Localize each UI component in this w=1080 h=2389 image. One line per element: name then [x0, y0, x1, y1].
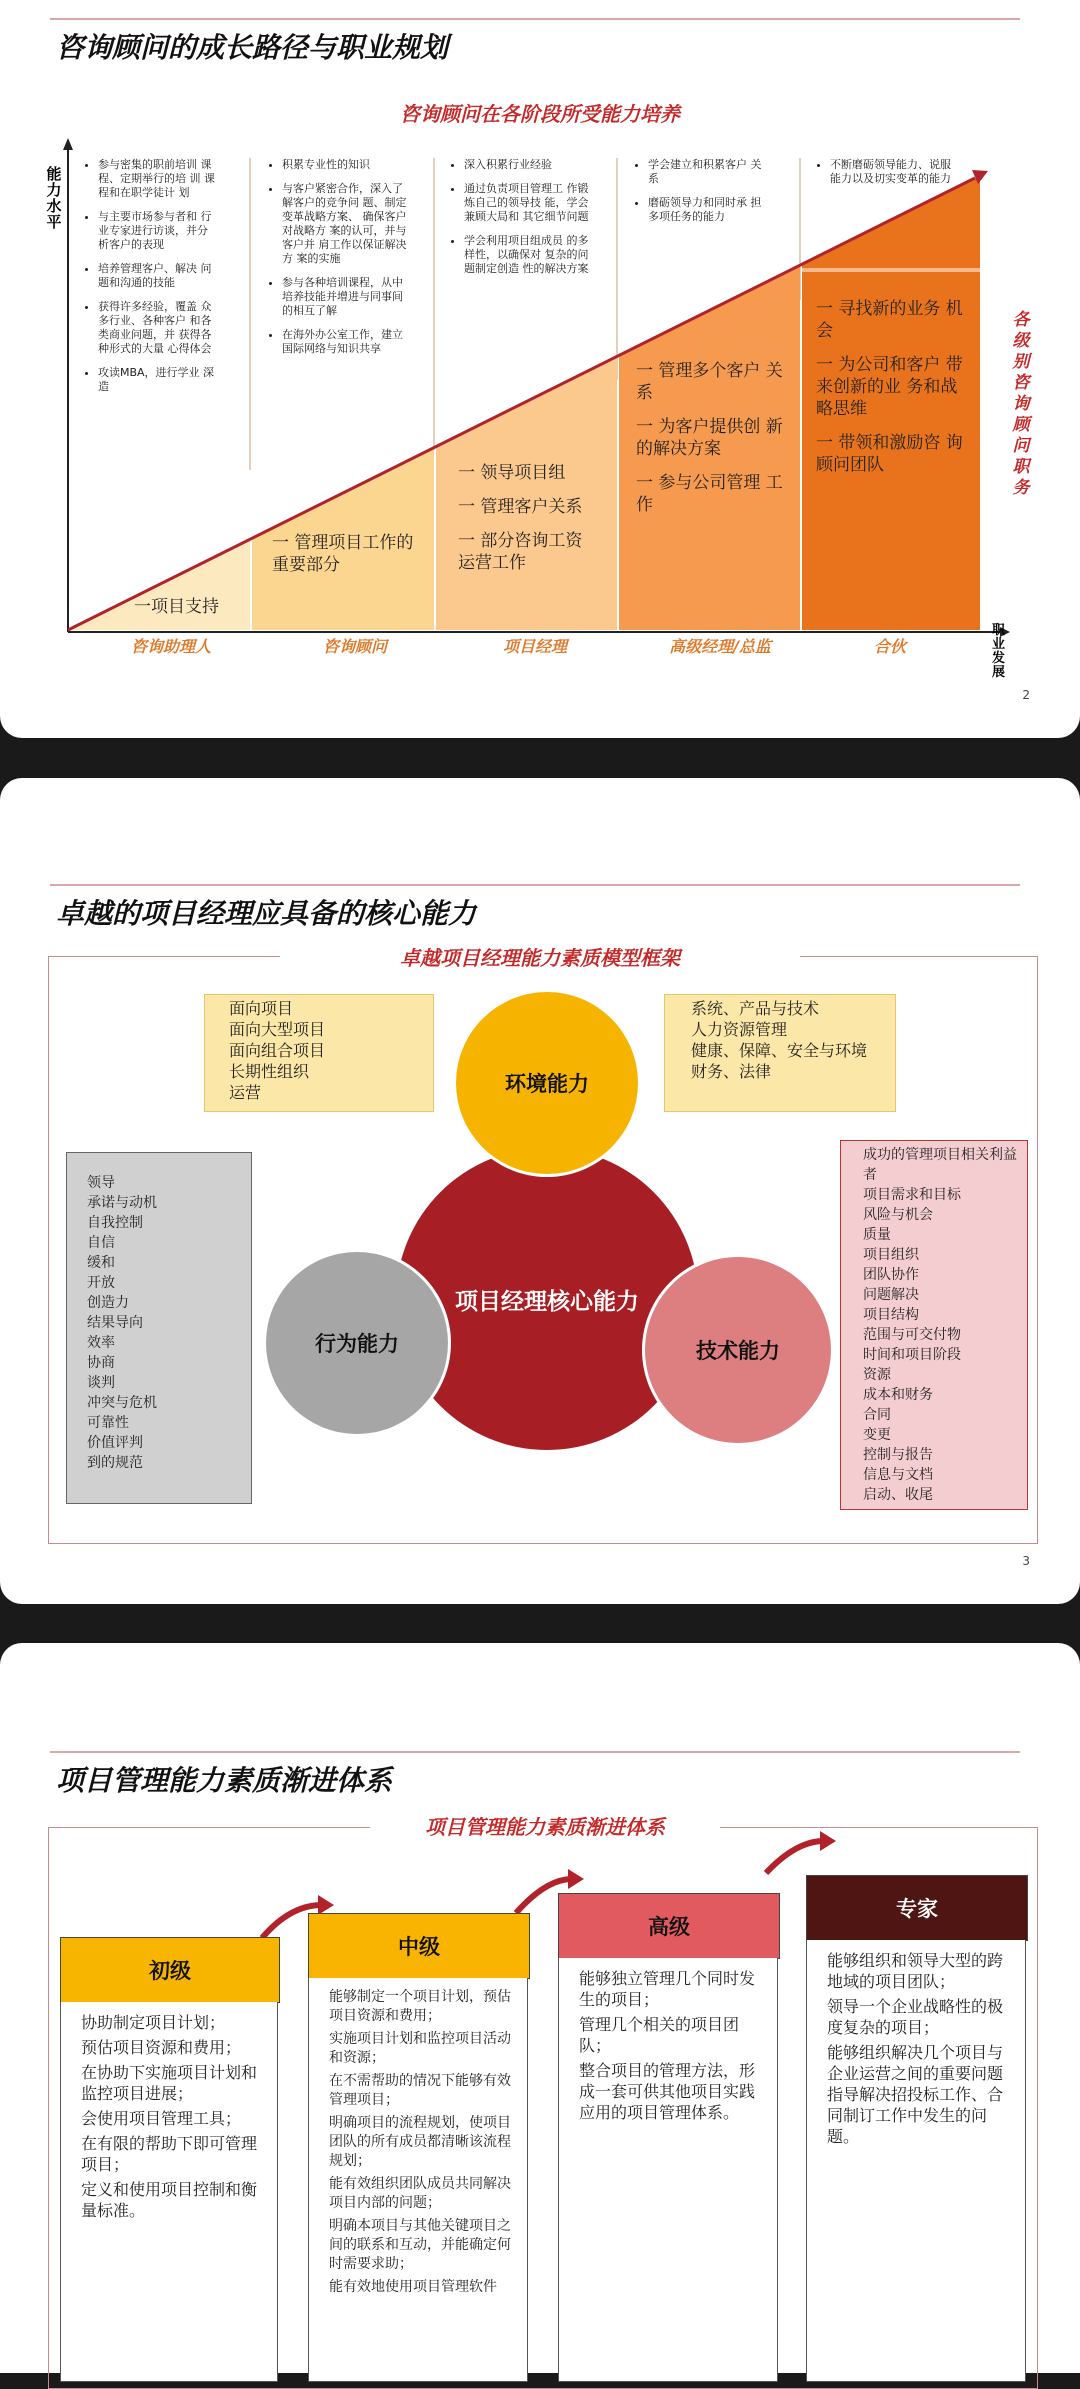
- level-junior-head: 初级: [60, 1937, 280, 2003]
- stair-item: 一 寻找新的业务 机会: [816, 299, 963, 341]
- stair-item: 一 部分咨询工资 运营工作: [458, 531, 583, 573]
- level-senior-head: 高级: [558, 1893, 780, 1959]
- behavior-item: 冲突与危机: [87, 1395, 157, 1411]
- env-left-box: [204, 994, 434, 1112]
- stair-text-2: [272, 532, 422, 588]
- level-item: 能有效组织团队成员共同解决项目内部的问题；: [329, 2176, 511, 2211]
- column-bullet: • 与客户紧密合作，深入了解客户的竞争问 题、制定变革战略方案、 确保客户对战略方 案的认可，并与客户并 肩工作以保证解决方 案的实施: [282, 182, 410, 266]
- level-item: 预估项目资源和费用；: [81, 2038, 242, 2057]
- level-item: 能够独立管理几个同时发生的项目；: [579, 1969, 756, 2009]
- slide-progression: [0, 1643, 1080, 2373]
- behavior-item: 价值评判: [87, 1435, 143, 1451]
- level-middle-head: 中级: [308, 1913, 530, 1979]
- behavior-item: 领导: [87, 1175, 115, 1191]
- behavior-item: 到的规范: [87, 1455, 143, 1471]
- level-middle-body: [308, 1978, 528, 2382]
- stage-label-5: 合伙: [873, 637, 906, 656]
- technical-item: 项目需求和目标: [863, 1187, 961, 1203]
- top-rule: [50, 884, 1020, 886]
- page-number: 2: [1022, 688, 1030, 702]
- technical-item: 项目结构: [863, 1307, 919, 1323]
- column-bullet: • 通过负责项目管理工 作锻炼自己的领导技 能，学会兼顾大局和 其它细节问题: [464, 182, 592, 224]
- behavior-item: 创造力: [87, 1295, 129, 1311]
- level-item: 管理几个相关的项目团队；: [579, 2015, 740, 2055]
- env-right-item: 人力资源管理: [691, 1020, 788, 1039]
- column-text-5: [818, 158, 958, 196]
- behavior-item: 承诺与动机: [87, 1195, 157, 1211]
- level-arrowhead: [568, 1869, 584, 1889]
- slide-subtitle: 咨询顾问在各阶段所受能力培养: [400, 102, 680, 126]
- slide-career-path: [0, 0, 1080, 738]
- level-item: 能够制定一个项目计划，预估项目资源和费用；: [329, 1989, 511, 2024]
- level-arrowhead: [318, 1895, 334, 1915]
- technical-item: 质量: [863, 1227, 891, 1243]
- core-competency-circle: 项目经理核心能力: [396, 1148, 698, 1450]
- behavior-item: 协商: [87, 1355, 115, 1371]
- technical-item: 风险与机会: [863, 1207, 933, 1223]
- technical-item: 启动、收尾: [863, 1487, 933, 1503]
- level-item: 整合项目的管理方法，形成一套可供其他项目实践应用的项目管理体系。: [579, 2061, 756, 2122]
- stair-item: 一 管理项目工作的 重要部分: [272, 533, 414, 575]
- behavior-item: 可靠性: [87, 1415, 129, 1431]
- y-axis-label: 能力水平: [46, 165, 62, 231]
- environment-circle: 环境能力: [456, 992, 638, 1174]
- level-item: 领导一个企业战略性的极度复杂的项目；: [827, 1997, 1004, 2037]
- env-right-box: [664, 994, 896, 1112]
- column-text-1: [86, 158, 216, 404]
- env-left-item: 面向大型项目: [229, 1020, 326, 1039]
- column-text-3: [452, 158, 592, 286]
- stair-item: 一 管理客户关系: [458, 497, 583, 517]
- env-right-item: 系统、产品与技术: [691, 999, 820, 1018]
- level-arrowhead: [820, 1831, 836, 1851]
- stair-item: 一 为公司和客户 带来创新的业 务和战略思维: [816, 355, 963, 419]
- column-bullet: • 获得许多经验，覆盖 众多行业、各种客户 和各类商业问题，并 获得各种形式的大量 心得体会: [98, 300, 216, 356]
- level-item: 能够组织解决几个项目与企业运营之间的重要问题指导解决招投标工作、合同制订工作中发生的问题。: [827, 2043, 1004, 2146]
- technical-item: 时间和项目阶段: [863, 1347, 961, 1363]
- stair-item: 一 领导项目组: [458, 463, 566, 483]
- slide-subtitle: 项目管理能力素质渐进体系: [370, 1811, 720, 1840]
- env-left-item: 面向项目: [229, 999, 294, 1018]
- stair-item: 一 带领和激励咨 询顾问团队: [816, 433, 963, 475]
- behavior-box: [66, 1152, 252, 1504]
- behavior-item: 结果导向: [87, 1315, 143, 1331]
- column-bullet: • 参与各种培训课程，从中培养技能并增进与同事间的相互了解: [282, 276, 410, 318]
- behavior-item: 自我控制: [87, 1215, 143, 1231]
- column-text-2: [270, 158, 410, 366]
- technical-box: [840, 1140, 1028, 1510]
- column-text-4: [636, 158, 766, 234]
- technical-item: 变更: [863, 1427, 891, 1443]
- technical-circle: 技术能力: [645, 1257, 831, 1443]
- env-left-item: 面向组合项目: [229, 1041, 326, 1060]
- right-vertical-label: 各级别咨询顾问职务: [1012, 310, 1030, 498]
- behavior-item: 谈判: [87, 1375, 115, 1391]
- technical-item: 成本和财务: [863, 1387, 933, 1403]
- stage-label-2: 咨询顾问: [322, 637, 387, 656]
- env-right-item: 财务、法律: [691, 1062, 772, 1081]
- technical-item: 资源: [863, 1367, 891, 1383]
- stair-text-1: [134, 596, 234, 630]
- level-junior-body: [60, 2002, 278, 2382]
- column-bullet: • 深入积累行业经验: [464, 158, 592, 172]
- level-item: 协助制定项目计划；: [81, 2013, 226, 2032]
- level-expert-head: 专家: [806, 1875, 1028, 1941]
- level-item: 能有效地使用项目管理软件: [329, 2279, 497, 2295]
- stage-label-1: 咨询助理人: [130, 637, 211, 656]
- level-item: 会使用项目管理工具；: [81, 2109, 242, 2128]
- y-axis-arrowhead: [63, 138, 73, 150]
- behavior-item: 效率: [87, 1335, 115, 1351]
- technical-item: 控制与报告: [863, 1447, 933, 1463]
- level-arrow: [766, 1841, 824, 1873]
- env-right-item: 健康、保障、安全与环境: [691, 1041, 868, 1060]
- level-item: 定义和使用项目控制和衡量标准。: [81, 2180, 258, 2220]
- column-bullet: • 培养管理客户、解决 问题和沟通的技能: [98, 262, 216, 290]
- behavior-item: 自信: [87, 1235, 115, 1251]
- technical-item: 范围与可交付物: [863, 1327, 961, 1343]
- stair-item: 一项目支持: [134, 597, 219, 617]
- level-item: 在不需帮助的情况下能够有效管理项目；: [329, 2073, 511, 2108]
- level-expert-body: [806, 1940, 1026, 2382]
- column-bullet: • 与主要市场参与者和 行业专家进行访谈，并分析客户的表现: [98, 210, 216, 252]
- technical-item: 团队协作: [863, 1267, 919, 1283]
- stair-item: 一 为客户提供创 新的解决方案: [636, 417, 783, 459]
- env-left-item: 长期性组织: [229, 1062, 310, 1081]
- slide-subtitle: 卓越项目经理能力素质模型框架: [280, 942, 800, 971]
- column-bullet: • 在海外办公室工作，建立国际网络与知识共享: [282, 328, 410, 356]
- level-senior-body: [558, 1958, 778, 2382]
- column-bullet: • 参与密集的职前培训 课程、定期举行的培 训 课程和在职学徒计 划: [98, 158, 216, 200]
- behavior-item: 缓和: [87, 1255, 115, 1271]
- stage-label-3: 项目经理: [502, 637, 567, 656]
- column-bullet: • 积累专业性的知识: [282, 158, 410, 172]
- page-number: 3: [1022, 1554, 1030, 1568]
- column-bullet: • 磨砺领导力和同时承 担多项任务的能力: [648, 196, 766, 224]
- x-axis-label: [992, 624, 1006, 680]
- stair-item: 一 管理多个客户 关系: [636, 361, 783, 403]
- slide-title: 咨询顾问的成长路径与职业规划: [56, 31, 449, 64]
- column-bullet: • 攻读MBA，进行学业 深造: [98, 366, 216, 394]
- slide-title: 卓越的项目经理应具备的核心能力: [56, 897, 477, 930]
- level-item: 明确本项目与其他关键项目之间的联系和互动，并能确定何时需要求助；: [329, 2218, 511, 2272]
- level-item: 在协助下实施项目计划和监控项目进展；: [81, 2063, 258, 2103]
- step-highlight: [802, 268, 980, 272]
- x-axis-label-text: 职业发展: [992, 623, 1006, 680]
- behavior-item: 开放: [87, 1275, 115, 1291]
- column-bullet: • 学会利用项目组成员 的多样性，以确保对 复杂的问题制定创造 性的解决方案: [464, 234, 592, 276]
- technical-item: 问题解决: [863, 1287, 919, 1303]
- level-item: 明确项目的流程规划，使项目团队的所有成员都清晰该流程规划；: [329, 2115, 511, 2169]
- technical-item: 成功的管理项目相关利益者: [863, 1147, 1017, 1183]
- slide-core-competency: [0, 778, 1080, 1604]
- env-left-item: 运营: [229, 1083, 262, 1102]
- level-item: 实施项目计划和监控项目活动和资源；: [329, 2031, 511, 2066]
- column-bullet: • 不断磨砺领导能力、说服能力以及切实变革的能力: [830, 158, 958, 186]
- stair-text-5: [816, 298, 966, 488]
- level-item: 能够组织和领导大型的跨地域的项目团队；: [827, 1951, 1004, 1991]
- technical-item: 信息与文档: [863, 1467, 933, 1483]
- technical-item: 合同: [863, 1407, 891, 1423]
- level-item: 在有限的帮助下即可管理项目；: [81, 2134, 258, 2174]
- technical-item: 项目组织: [863, 1247, 919, 1263]
- stair-item: 一 参与公司管理 工作: [636, 473, 783, 515]
- slide-title: 项目管理能力素质渐进体系: [56, 1764, 393, 1797]
- behavior-circle: 行为能力: [266, 1252, 448, 1434]
- column-bullet: • 学会建立和积累客户 关系: [648, 158, 766, 186]
- stair-text-4: [636, 360, 786, 528]
- stage-label-4: 高级经理/总监: [669, 637, 771, 656]
- stair-text-3: [458, 462, 598, 586]
